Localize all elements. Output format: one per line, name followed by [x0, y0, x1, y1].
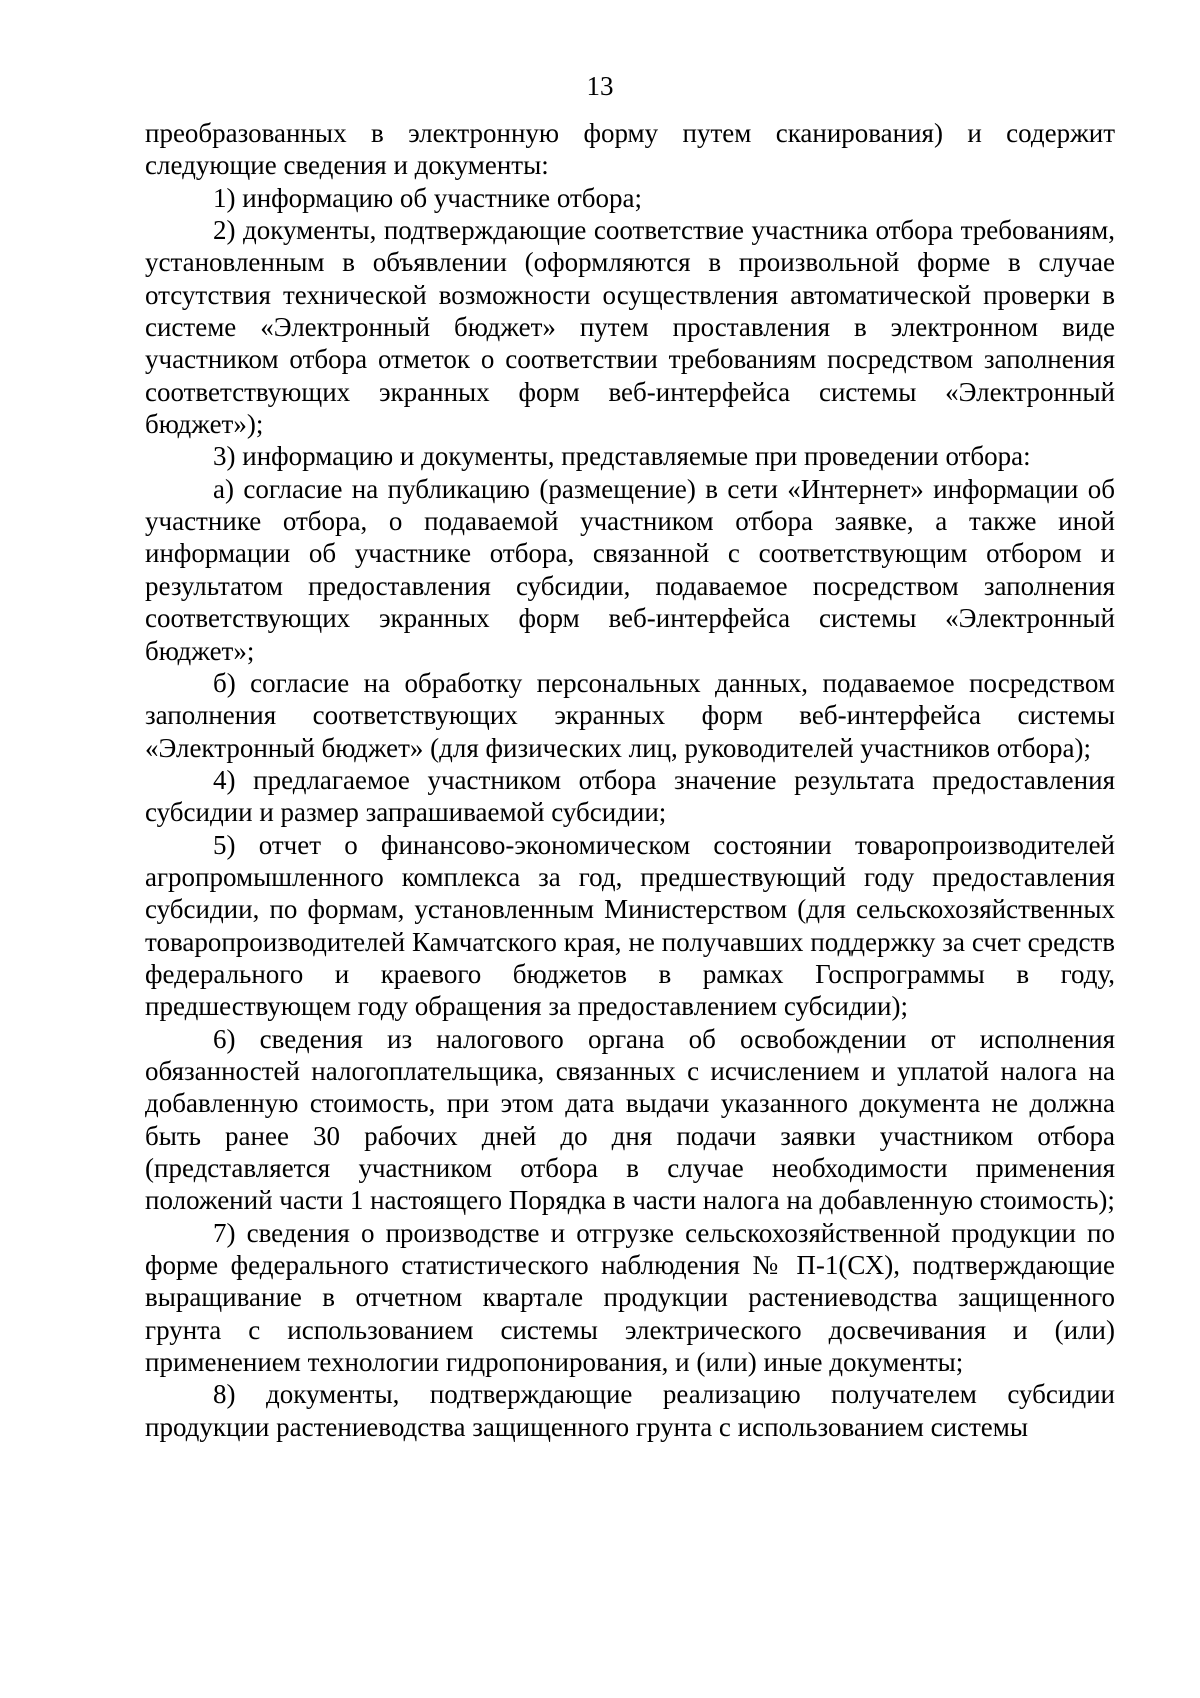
paragraph-item-1: 1) информацию об участнике отбора;	[213, 182, 643, 213]
paragraph-item-7: 7) сведения о производстве и отгрузке сельскохозяйственной продукции по форме федерального статистического наблюдения № П-1(СХ), подтверждающие выращивание в отчетном квартале продукции растениеводства защищенного грунта с использованием системы электрического досвечивания и (или) применением технологии гидропонирования, и (или) иные документы;	[145, 1217, 1115, 1378]
page-number: 13	[586, 71, 614, 101]
paragraph-item-6: 6) сведения из налогового органа об освобождении от исполнения обязанностей налогоплательщика, связанных с исчислением и уплатой налога на добавленную стоимость, при этом дата выдачи указанного документа не должна быть ранее 30 рабочих дней до дня подачи заявки участником отбора (представляется участником отбора в случае необходимости применения положений части 1 настоящего Порядка в части налога на добавленную стоимость);	[145, 1023, 1115, 1216]
document-body	[145, 117, 1115, 1443]
paragraph-item-3a: а) согласие на публикацию (размещение) в сети «Интернет» информации об участнике отбора, о подаваемой участником отбора заявке, а также иной информации об участнике отбора, связанной с соответствующим отбором и результатом предоставления субсидии, подаваемое посредством заполнения соответствующих экранных форм веб-интерфейса системы «Электронный бюджет»;	[145, 473, 1115, 666]
paragraph-continuation: преобразованных в электронную форму путем сканирования) и содержит следующие сведения и документы:	[145, 118, 1115, 181]
paragraph-item-4: 4) предлагаемое участником отбора значение результата предоставления субсидии и размер запрашиваемой субсидии;	[145, 764, 1115, 828]
paragraph-item-3b: б) согласие на обработку персональных данных, подаваемое посредством заполнения соответствующих экранных форм веб-интерфейса системы «Электронный бюджет» (для физических лиц, руководителей участников отбора);	[145, 667, 1115, 763]
paragraph-item-2: 2) документы, подтверждающие соответствие участника отбора требованиям, установленным в объявлении (оформляются в произвольной форме в случае отсутствия технической возможности осуществления автоматической проверки в системе «Электронный бюджет» путем проставления в электронном виде участником отбора отметок о соответствии требованиям посредством заполнения соответствующих экранных форм веб-интерфейса системы «Электронный бюджет»);	[145, 215, 1115, 440]
paragraph-item-5: 5) отчет о финансово-экономическом состоянии товаропроизводителей агропромышленного комплекса за год, предшествующий году предоставления субсидии, по формам, установленным Министерством (для сельскохозяйственных товаропроизводителей Камчатского края, не получавших поддержку за счет средств федерального и краевого бюджетов в рамках Госпрограммы в году, предшествующем году обращения за предоставлением субсидии);	[145, 829, 1115, 1022]
paragraph-item-3: 3) информацию и документы, представляемые при проведении отбора:	[213, 441, 1031, 472]
paragraph-item-8: 8) документы, подтверждающие реализацию получателем субсидии продукции растениеводства защищенного грунта с использованием системы	[145, 1379, 1115, 1442]
